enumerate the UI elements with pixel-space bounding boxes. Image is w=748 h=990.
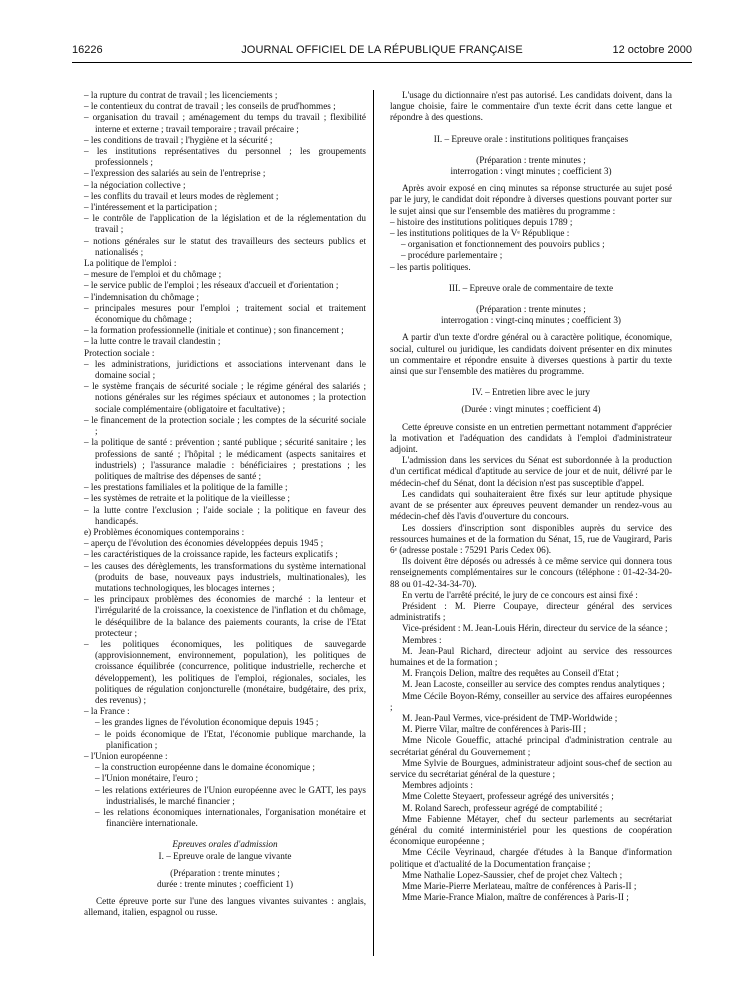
sub-list-item: – le poids économique de l'Etat, l'économie publique marchande, la planification ; bbox=[95, 728, 366, 750]
sub-list-item: – la construction européenne dans le domaine économique ; bbox=[95, 762, 315, 773]
paragraph: Président : M. Pierre Coupaye, directeur général des services administratifs ; bbox=[390, 600, 672, 623]
section-heading: (Préparation : trente minutes ; bbox=[476, 154, 586, 165]
sub-list-item: – organisation et fonctionnement des pouvoirs publics ; bbox=[401, 239, 605, 250]
paragraph: M. Jean-Paul Vermes, vice-président de TMP-Worldwide ; bbox=[402, 712, 618, 723]
paragraph: En vertu de l'arrêté précité, le jury de ce concours est ainsi fixé : bbox=[402, 589, 638, 600]
spacer bbox=[84, 829, 366, 839]
list-item: – le contentieux du contrat de travail ; les conseils de prud'hommes ; bbox=[84, 101, 336, 112]
list-item: – la négociation collective ; bbox=[84, 179, 186, 190]
section-heading: (Durée : vingt minutes ; coefficient 4) bbox=[461, 404, 601, 415]
paragraph: M. Pierre Vilar, maître de conférences à Paris-III ; bbox=[402, 724, 587, 735]
paragraph: Mme Sylvie de Bourgues, administrateur adjoint sous-chef de section au service du secrétariat général de la questure ; bbox=[390, 757, 672, 779]
section-heading: IV. – Entretien libre avec le jury bbox=[472, 387, 590, 398]
journal-title: JOURNAL OFFICIEL DE LA RÉPUBLIQUE FRANÇAISE bbox=[241, 44, 523, 56]
list-item: – notions générales sur le statut des travailleurs des secteurs publics et nationalisés ; bbox=[84, 235, 366, 257]
list-item: – les systèmes de retraite et la politique de la vieillesse ; bbox=[84, 493, 290, 504]
list-item: – l'Union européenne : bbox=[84, 750, 168, 761]
section-heading: interrogation : vingt-cinq minutes ; coefficient 3) bbox=[441, 315, 621, 326]
list-item: – aperçu de l'évolution des économies développées depuis 1945 ; bbox=[84, 538, 324, 549]
paragraph: Les dossiers d'inscription sont disponibles auprès du service des ressources humaines et de la formation du Sénat, 15, rue de Vaugirard, Paris 6ᵉ (adresse postale : 75291 Paris Cedex 06). bbox=[390, 522, 672, 555]
paragraph: Mme Marie-Pierre Merlateau, maître de conférences à Paris-II ; bbox=[402, 881, 637, 891]
sub-list-item: – procédure parlementaire ; bbox=[401, 250, 503, 261]
spacer bbox=[390, 145, 672, 155]
spacer bbox=[390, 273, 672, 283]
list-item: – les politiques économiques, les politiques de sauvegarde (approvisionnement, environnement, population), les politiques de croissance équilibrée (concurrence, politique industrielle, recherche et développement), les politiques de l'emploi, régionales, sociales, les politiques de régulation conjoncturelle (monétaire, budgétaire, des prix, des revenus) ; bbox=[84, 638, 366, 705]
list-item: – l'expression des salariés au sein de l'entreprise ; bbox=[84, 168, 266, 179]
spacer bbox=[390, 377, 672, 387]
section-heading: II. – Epreuve orale : institutions politiques françaises bbox=[433, 133, 629, 144]
paragraph: Mme Cécile Boyon-Rémy, conseiller au service des affaires européennes ; bbox=[390, 690, 672, 712]
paragraph: Mme Nicole Goueffic, attaché principal d'administration centrale au secrétariat général du Gouvernement ; bbox=[390, 735, 672, 757]
section-heading: interrogation : vingt minutes ; coefficient 3) bbox=[450, 166, 612, 177]
paragraph: M. Roland Sarech, professeur agrégé de comptabilité ; bbox=[402, 802, 603, 813]
paragraph: Vice-président : M. Jean-Louis Hérin, directeur du service de la séance ; bbox=[402, 623, 668, 634]
list-item: – les partis politiques. bbox=[390, 261, 471, 272]
page-header bbox=[72, 44, 692, 60]
issue-date: 12 octobre 2000 bbox=[612, 44, 692, 56]
paragraph: Cette épreuve consiste en un entretien permettant notamment d'apprécier la motivation et l'adéquation des candidats à l'emploi d'administrateur adjoint. bbox=[390, 421, 672, 455]
list-item: – les conditions de travail ; l'hygiène et la sécurité ; bbox=[84, 134, 273, 145]
paragraph: Mme Nathalie Lopez-Saussier, chef de projet chez Valtech ; bbox=[402, 869, 623, 880]
section-heading: (Préparation : trente minutes ; bbox=[476, 304, 586, 315]
paragraph: Mme Cécile Veyrinaud, chargée d'études à la Banque d'information politique et d'actualité de la Documentation française ; bbox=[390, 847, 672, 869]
list-item: – principales mesures pour l'emploi ; traitement social et traitement économique du chômage ; bbox=[84, 302, 366, 325]
list-item: – les principaux problèmes des économies de marché : la lenteur et l'irrégularité de la croissance, la coexistence de l'inflation et du chômage, le déséquilibre de la balance des paiements courants, la crise de l'Etat protecteur ; bbox=[84, 594, 366, 638]
list-item: – histoire des institutions politiques depuis 1789 ; bbox=[390, 216, 573, 227]
list-item: – le contrôle de l'application de la législation et de la réglementation du travail ; bbox=[84, 213, 366, 235]
right-column bbox=[390, 90, 672, 903]
section-heading: durée : trente minutes ; coefficient 1) bbox=[156, 879, 294, 890]
paragraph: Les candidats qui souhaiteraient être fixés sur leur aptitude physique avant de se présenter aux épreuves peuvent demander un rendez-vous au médecin-chef dès l'avis d'ouverture du concours. bbox=[390, 488, 672, 522]
list-item: – les causes des dérèglements, les transformations du système international (produits de base, nouveaux pays industriels, multinationales), les mutations technologiques, les blocages internes ; bbox=[84, 560, 366, 593]
paragraph: Membres adjoints : bbox=[402, 780, 473, 791]
section-heading: III. – Epreuve orale de commentaire de texte bbox=[448, 282, 614, 293]
list-item: – l'indemnisation du chômage ; bbox=[84, 291, 199, 302]
header-rule bbox=[72, 62, 692, 63]
page-number: 16226 bbox=[72, 44, 103, 56]
paragraph: Mme Colette Steyaert, professeur agrégé des universités ; bbox=[402, 791, 614, 802]
list-item: – la politique de santé : prévention ; santé publique ; sécurité sanitaire ; les professions de santé ; l'hôpital ; le médicament (aspects sanitaires et industriels) ; l'assurance maladie : bénéficiaires ; prestations ; les politiques de maîtrise des dépenses de santé ; bbox=[84, 437, 366, 481]
list-item: – mesure de l'emploi et du chômage ; bbox=[84, 269, 222, 280]
list-item: – les caractéristiques de la croissance rapide, les facteurs explicatifs ; bbox=[84, 549, 338, 560]
paragraph-label: La politique de l'emploi : bbox=[84, 258, 177, 269]
sub-list-item: – les grandes lignes de l'évolution économique depuis 1945 ; bbox=[95, 717, 319, 728]
paragraph: Membres : bbox=[402, 634, 442, 645]
list-item: – la lutte contre le travail clandestin ; bbox=[84, 336, 221, 347]
list-item: – les conflits du travail et leurs modes de règlement ; bbox=[84, 190, 279, 201]
list-item: – la lutte contre l'exclusion ; l'aide sociale ; la politique en faveur des handicapés. bbox=[84, 504, 366, 526]
sub-list-item: – les relations économiques internationales, l'organisation monétaire et financière internationale. bbox=[95, 807, 366, 829]
paragraph: Mme Marie-France Mialon, maître de conférences à Paris-II ; bbox=[402, 892, 629, 903]
list-item: – la France : bbox=[84, 706, 130, 717]
paragraph: Ils doivent être déposés ou adressés à ce même service qui donnera tous renseignements complémentaires sur le concours (téléphone : 01-42-34-20-88 ou 01-42-34-34-70). bbox=[390, 556, 672, 589]
paragraph: A partir d'un texte d'ordre général ou à caractère politique, économique, social, culturel ou juridique, les candidats doivent présenter en dix minutes un commentaire et répondre ensuite à diverses questions à partir du texte ainsi que sur l'ensemble des matières du programme. bbox=[390, 332, 672, 377]
list-item: – les administrations, juridictions et associations intervenant dans le domaine social ; bbox=[84, 358, 366, 381]
sub-list-item: – les relations extérieures de l'Union européenne avec le GATT, les pays industrialisés, le marché financier ; bbox=[95, 784, 366, 806]
list-item: – le service public de l'emploi ; les réseaux d'accueil et d'orientation ; bbox=[84, 280, 339, 291]
paragraph: M. Jean-Paul Richard, directeur adjoint au service des ressources humaines et de la formation ; bbox=[390, 645, 672, 667]
left-column bbox=[84, 90, 366, 919]
list-item: – la formation professionnelle (initiale et continue) ; son financement ; bbox=[84, 325, 344, 336]
section-title: Epreuves orales d'admission bbox=[172, 839, 278, 850]
section-heading: (Préparation : trente minutes ; bbox=[170, 867, 280, 878]
list-item: – la rupture du contrat de travail ; les licenciements ; bbox=[84, 90, 278, 100]
paragraph: M. François Delion, maître des requêtes au Conseil d'Etat ; bbox=[402, 668, 619, 679]
paragraph: Cette épreuve porte sur l'une des langues vivantes suivantes : anglais, allemand, italien, espagnol ou russe. bbox=[84, 896, 366, 918]
paragraph: Mme Fabienne Métayer, chef du secteur parlements au secrétariat général du comité interministériel pour les questions de coopération économique européenne ; bbox=[390, 813, 672, 847]
paragraph: Après avoir exposé en cinq minutes sa réponse structurée au sujet posé par le jury, le candidat doit répondre à diverses questions pouvant porter sur le sujet ainsi que sur l'ensemble des matières du programme : bbox=[390, 183, 672, 216]
spacer bbox=[390, 294, 672, 304]
paragraph: L'admission dans les services du Sénat est subordonnée à la production d'un certificat médical d'aptitude au service de jour et de nuit, délivré par le médecin-chef du Sénat, dont la décision n'est pas susceptible d'appel. bbox=[390, 455, 672, 488]
paragraph: L'usage du dictionnaire n'est pas autorisé. Les candidats doivent, dans la langue choisie, faire le commentaire d'un texte écrit dans cette langue et répondre à des questions. bbox=[390, 90, 672, 123]
sub-list-item: – l'Union monétaire, l'euro ; bbox=[95, 773, 199, 784]
paragraph-label: e) Problèmes économiques contemporains : bbox=[84, 526, 245, 537]
paragraph: M. Jean Lacoste, conseiller au service des comptes rendus analytiques ; bbox=[402, 679, 665, 690]
list-item: – les prestations familiales et la politique de la famille ; bbox=[84, 482, 288, 493]
list-item: – le financement de la protection sociale ; les comptes de la sécurité sociale ; bbox=[84, 414, 366, 437]
list-item: – organisation du travail ; aménagement du temps du travail ; flexibilité interne et externe ; travail temporaire ; travail précaire ; bbox=[84, 112, 366, 134]
list-item: – le système français de sécurité sociale ; le régime général des salariés ; notions générales sur les régimes spéciaux et autonomes ; la protection sociale complémentaire (obligatoire et facultative) ; bbox=[84, 381, 366, 414]
list-item: – les institutions politiques de la Vᵉ République : bbox=[390, 228, 570, 239]
list-item: – les institutions représentatives du personnel ; les groupements professionnels ; bbox=[84, 146, 366, 168]
paragraph-label: Protection sociale : bbox=[84, 347, 155, 358]
column-divider bbox=[373, 90, 374, 956]
list-item: – l'intéressement et la participation ; bbox=[84, 202, 218, 213]
section-heading: I. – Epreuve orale de langue vivante bbox=[158, 850, 292, 861]
spacer bbox=[390, 124, 672, 134]
